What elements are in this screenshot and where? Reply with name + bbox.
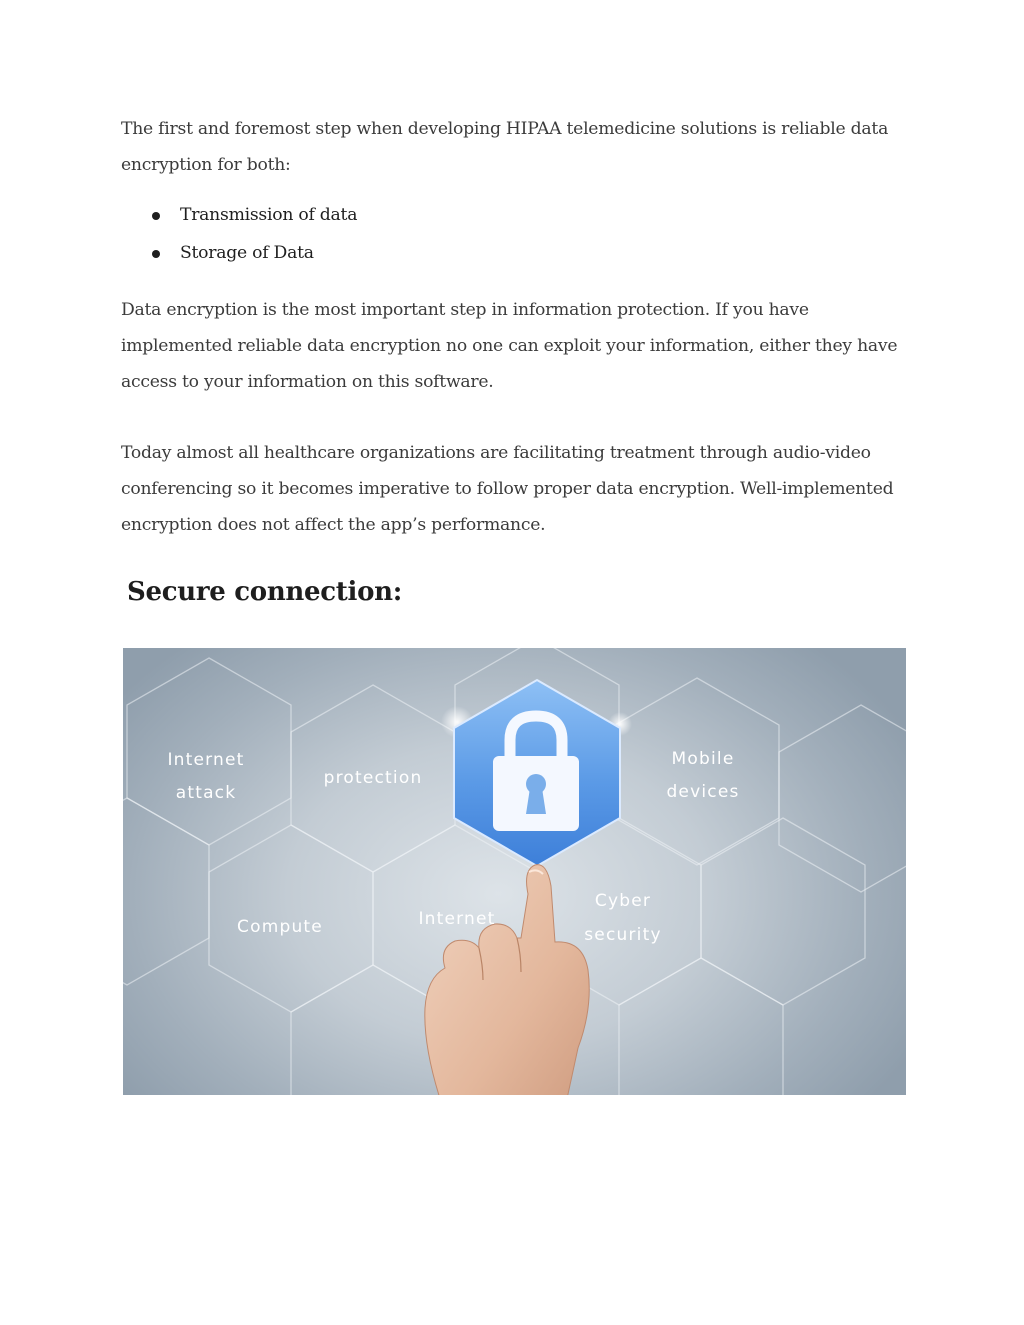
label-cyber-security: Cyber bbox=[594, 891, 652, 911]
label-cyber-security-line2: security bbox=[584, 925, 662, 945]
label-internet: Internet bbox=[418, 909, 496, 929]
list-item bbox=[121, 236, 357, 274]
label-protection: protection bbox=[323, 768, 423, 788]
hexagon-illustration bbox=[123, 648, 906, 1095]
conferencing-paragraph: Today almost all healthcare organizations are facilitating treatment through audio-video conferencing so it becomes imperative to follow proper data encryption. Well-implemented encryption does not affect the app’s performance. bbox=[121, 443, 894, 535]
hand-pointing-icon bbox=[425, 865, 589, 1095]
list-item-text: Storage of Data bbox=[180, 243, 314, 263]
bullet-icon bbox=[152, 212, 160, 220]
label-mobile-devices: Mobile bbox=[671, 749, 735, 769]
section-heading: Secure connection: bbox=[127, 577, 403, 607]
label-internet-attack: Internet bbox=[167, 750, 245, 770]
list-item-text: Transmission of data bbox=[180, 205, 358, 225]
list-item bbox=[121, 198, 357, 236]
label-compute: Compute bbox=[237, 917, 323, 937]
secure-connection-image bbox=[123, 648, 906, 1095]
intro-paragraph: The first and foremost step when developing HIPAA telemedicine solutions is reliable data encryption for both: bbox=[121, 119, 889, 175]
encryption-list bbox=[121, 198, 357, 274]
encryption-paragraph: Data encryption is the most important step in information protection. If you have implemented reliable data encryption no one can exploit your information, either they have access to your information on this software. bbox=[121, 300, 898, 392]
label-internet-attack-line2: attack bbox=[175, 783, 237, 803]
label-mobile-devices-line2: devices bbox=[666, 782, 740, 802]
bullet-icon bbox=[152, 250, 160, 258]
